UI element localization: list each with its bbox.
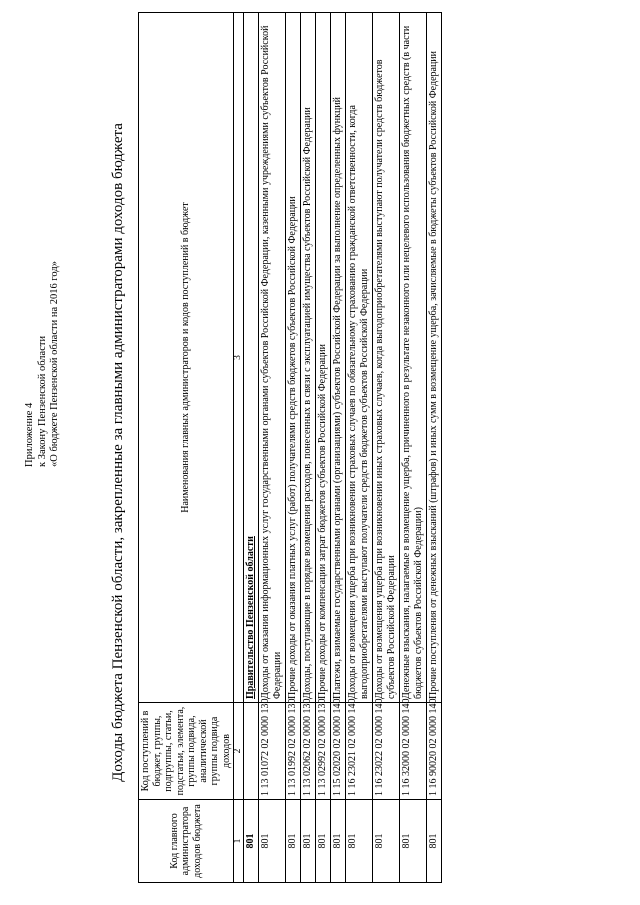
revenue-code-cell: 1 16 23022 02 0000 140 <box>373 703 400 800</box>
appendix-number: Приложение 4 <box>24 402 35 467</box>
empty-cell <box>244 703 259 800</box>
revenue-name-cell: Прочие доходы от компенсации затрат бюджетов субъектов Российской Федерации <box>316 13 331 703</box>
header-admin-code: Код главного администратора доходов бюджета <box>139 800 234 883</box>
revenue-name-cell: Доходы от возмещения ущерба при возникновении иных страховых случаев, когда выгодоприобретателями выступают получатели средств бюджетов субъектов Российской Федерации <box>373 13 400 703</box>
admin-code-cell: 801 <box>316 800 331 883</box>
revenue-name-cell: Доходы от возмещения ущерба при возникновении страховых случаев по обязательному страхованию гражданской ответственности, когда выгодоприобретателями выступают получатели средств бюджетов субъектов Российской Федерации <box>346 13 373 703</box>
admin-code-cell: 801 <box>301 800 316 883</box>
header-revenue-code: Код поступлений в бюджет, группы, подгруппы, статьи, подстатьи, элемента, группы подвида, аналитической группы подвида доходов <box>139 703 234 800</box>
column-number-row <box>234 13 244 883</box>
revenue-table <box>138 12 442 883</box>
admin-code-cell: 801 <box>427 800 442 883</box>
table-row <box>259 13 286 883</box>
admin-code-cell: 801 <box>400 800 427 883</box>
revenue-code-cell: 1 16 32000 02 0000 140 <box>400 703 427 800</box>
appendix-note <box>24 7 62 467</box>
admin-code-cell: 801 <box>346 800 373 883</box>
revenue-code-cell: 1 13 01072 02 0000 130 <box>259 703 286 800</box>
admin-code-cell: 801 <box>286 800 301 883</box>
appendix-law-reference: к Закону Пензенской области <box>36 335 48 467</box>
revenue-name-cell: Прочие поступления от денежных взысканий (штрафов) и иных сумм в возмещение ущерба, зачисляемые в бюджеты субъектов Российской Федерации <box>427 13 442 703</box>
revenue-name-cell: Платежи, взимаемые государственными органами (организациями) субъектов Российской Федерации за выполнение определенных функций <box>331 13 346 703</box>
table-header-row <box>139 13 234 883</box>
admin-code-cell: 801 <box>244 800 259 883</box>
revenue-code-cell: 1 13 02992 02 0000 130 <box>316 703 331 800</box>
admin-name-cell: Правительство Пензенской области <box>244 13 259 703</box>
appendix-law-title: «О бюджете Пензенской области на 2016 год» <box>49 261 60 467</box>
table-row <box>346 13 373 883</box>
table-row <box>316 13 331 883</box>
table-row <box>400 13 427 883</box>
revenue-name-cell: Доходы от оказания информационных услуг государственными органами субъектов Российской Федерации, казенными учреждениями субъектов Российской Федерации <box>259 13 286 703</box>
table-row <box>427 13 442 883</box>
table-row <box>331 13 346 883</box>
table-row <box>301 13 316 883</box>
admin-row <box>244 13 259 883</box>
column-number: 3 <box>234 13 244 703</box>
revenue-code-cell: 1 13 01992 02 0000 130 <box>286 703 301 800</box>
revenue-code-cell: 1 16 23021 02 0000 140 <box>346 703 373 800</box>
table-row <box>286 13 301 883</box>
column-number: 2 <box>234 703 244 800</box>
revenue-code-cell: 1 15 02020 02 0000 140 <box>331 703 346 800</box>
header-name: Наименования главных администраторов и кодов поступлений в бюджет <box>139 13 234 703</box>
revenue-name-cell: Доходы, поступающие в порядке возмещения расходов, понесенных в связи с эксплуатацией имущества субъектов Российской Федерации <box>301 13 316 703</box>
table-body <box>244 13 442 883</box>
revenue-code-cell: 1 13 02062 02 0000 130 <box>301 703 316 800</box>
admin-code-cell: 801 <box>373 800 400 883</box>
revenue-code-cell: 1 16 90020 02 0000 140 <box>427 703 442 800</box>
column-number: 1 <box>234 800 244 883</box>
admin-code-cell: 801 <box>259 800 286 883</box>
document-title: Доходы бюджета Пензенской области, закрепленные за главными администраторами доходов бюджета <box>110 123 126 782</box>
revenue-name-cell: Денежные взыскания, налагаемые в возмещение ущерба, причиненного в результате незаконного или нецелевого использования бюджетных средств (в части бюджетов субъектов Российской Федерации) <box>400 13 427 703</box>
table-row <box>373 13 400 883</box>
admin-code-cell: 801 <box>331 800 346 883</box>
revenue-name-cell: Прочие доходы от оказания платных услуг (работ) получателями средств бюджетов субъектов Российской Федерации <box>286 13 301 703</box>
